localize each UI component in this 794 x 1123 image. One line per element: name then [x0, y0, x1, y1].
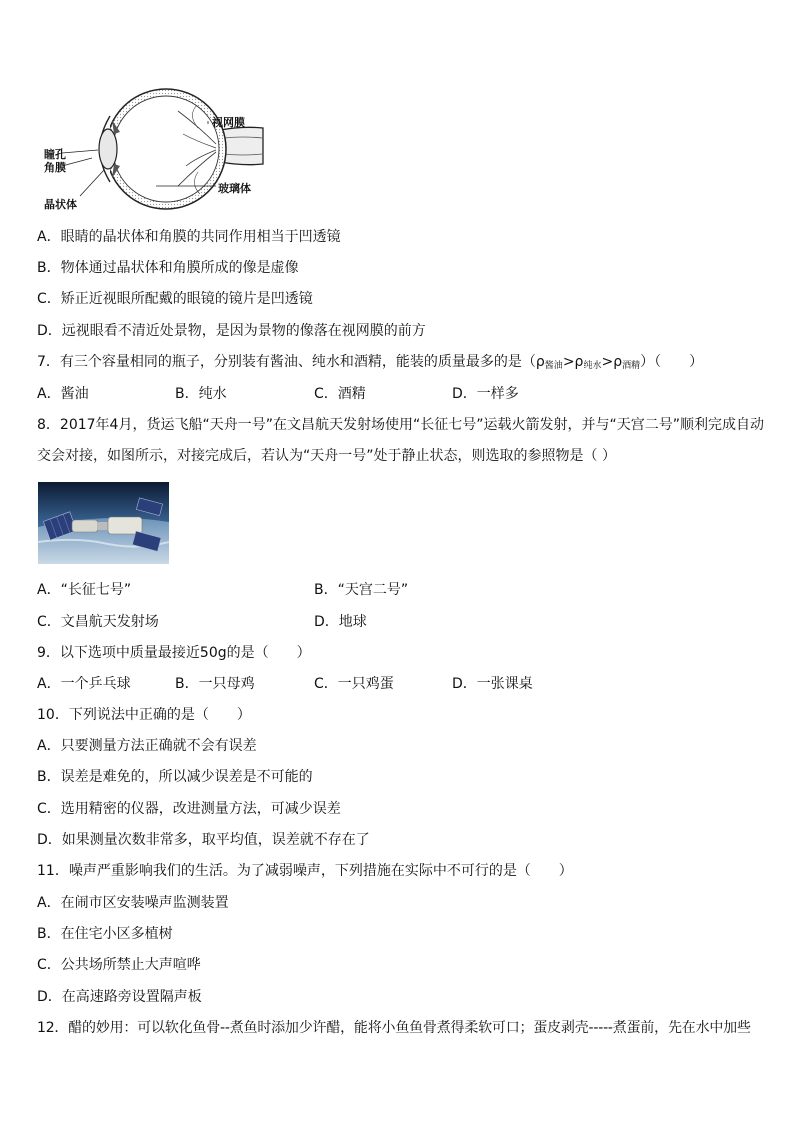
- q10-option-d: D．如果测量次数非常多，取平均值，误差就不存在了: [37, 832, 370, 848]
- q9-option-c: C．一只鸡蛋: [314, 676, 394, 692]
- label-lens: 晶状体: [44, 198, 77, 211]
- q6-option-d: D．远视眼看不清近处景物，是因为景物的像落在视网膜的前方: [37, 323, 426, 339]
- q9-stem: 9．以下选项中质量最接近50g的是（ ）: [37, 645, 311, 661]
- q7-option-a: A．酱油: [37, 386, 89, 402]
- space-station-photo: [38, 482, 169, 564]
- q7-option-c: C．酒精: [314, 386, 366, 402]
- q10-option-a: A．只要测量方法正确就不会有误差: [37, 738, 257, 754]
- q9-options: [37, 675, 737, 693]
- q8-options-row2: [37, 613, 737, 631]
- q7-option-d: D．一样多: [452, 386, 519, 402]
- q6-option-c: C．矫正近视眼所配戴的眼镜的镜片是凹透镜: [37, 291, 313, 307]
- q11-option-d: D．在高速路旁设置隔声板: [37, 989, 202, 1005]
- rho-symbol: ρ: [613, 354, 623, 370]
- q11-option-a: A．在闹市区安装噪声监测装置: [37, 895, 229, 911]
- q11-option-b: B．在住宅小区多植树: [37, 926, 173, 942]
- q7-option-b: B．纯水: [175, 386, 227, 402]
- label-vitreous: 玻璃体: [218, 182, 251, 195]
- q9-option-d: D．一张课桌: [452, 676, 533, 692]
- q10-stem: 10．下列说法中正确的是（ ）: [37, 707, 251, 723]
- gt-symbol: >: [601, 354, 614, 370]
- q8-option-d: D．地球: [314, 614, 367, 630]
- q12-stem-line1: 12．醋的妙用：可以软化鱼骨--煮鱼时添加少许醋，能将小鱼鱼骨煮得柔软可口；蛋皮剥壳-----煮蛋前，先在水中加些: [37, 1020, 751, 1036]
- label-retina: 视网膜: [212, 116, 245, 129]
- q9-option-a: A．一个乒乓球: [37, 676, 131, 692]
- q8-stem-line2: 交会对接，如图所示，对接完成后，若认为“天舟一号”处于静止状态，则选取的参照物是（ ）: [37, 448, 616, 464]
- q8-stem-line1: 8．2017年4月，货运飞船“天舟一号”在文昌航天发射场使用“长征七号”运载火箭发射，并与“天宫二号”顺利完成自动: [37, 417, 764, 433]
- q8-options-row1: [37, 581, 737, 599]
- q8-option-b: B．“天宫二号”: [314, 582, 409, 598]
- label-pupil: 瞳孔: [44, 148, 66, 161]
- rho-sub-alcohol: 酒精: [622, 361, 641, 371]
- q7-stem-text: 7．有三个容量相同的瓶子，分别装有酱油、纯水和酒精，能装的质量最多的是（: [37, 354, 536, 370]
- q11-stem: 11．噪声严重影响我们的生活。为了减弱噪声，下列措施在实际中不可行的是（ ）: [37, 863, 573, 879]
- rho-sub-water: 纯水: [583, 361, 602, 371]
- q7-stem-close: ）（ ）: [640, 354, 704, 370]
- q6-option-b: B．物体通过晶状体和角膜所成的像是虚像: [37, 260, 299, 276]
- rho-symbol: ρ: [535, 354, 545, 370]
- q10-option-b: B．误差是难免的，所以减少误差是不可能的: [37, 769, 313, 785]
- q6-option-a: A．眼睛的晶状体和角膜的共同作用相当于凹透镜: [37, 229, 341, 245]
- q11-option-c: C．公共场所禁止大声喧哗: [37, 957, 201, 973]
- rho-symbol: ρ: [574, 354, 584, 370]
- gt-symbol: >: [562, 354, 575, 370]
- q7-options: [37, 385, 737, 403]
- rho-sub-soysauce: 酱油: [544, 361, 563, 371]
- q8-option-c: C．文昌航天发射场: [37, 614, 159, 630]
- label-cornea: 角膜: [44, 161, 66, 174]
- q8-option-a: A．“长征七号”: [37, 582, 132, 598]
- q10-option-c: C．选用精密的仪器，改进测量方法，可减少误差: [37, 801, 341, 817]
- q7-stem: [37, 353, 703, 375]
- q9-option-b: B．一只母鸡: [175, 676, 255, 692]
